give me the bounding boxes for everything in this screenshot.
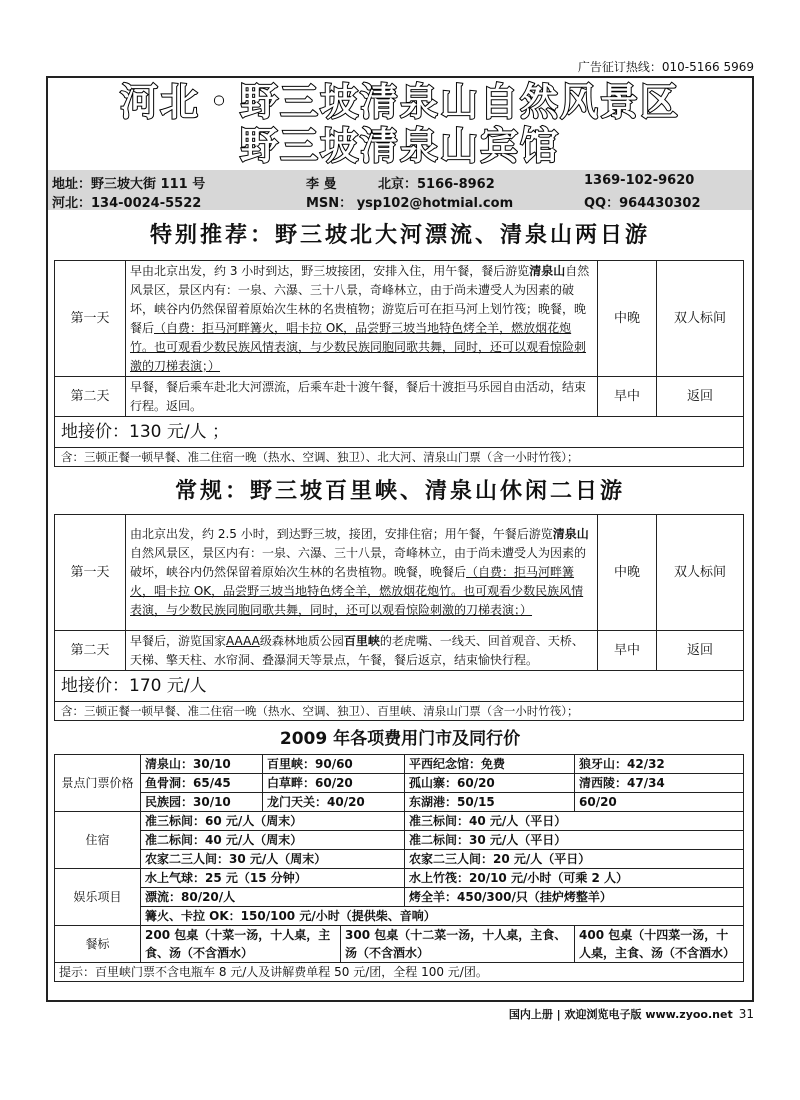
meal-category: 餐标	[55, 926, 141, 963]
lodging-row-3	[55, 850, 744, 869]
ticket-cell: 清泉山：30/10	[141, 755, 263, 774]
tour1-day2-room: 返回	[657, 377, 744, 417]
lodging-category: 住宿	[55, 812, 141, 869]
ticket-cell: 民族园：30/10	[141, 793, 263, 812]
hebei-phone: 河北：134-0024-5522	[52, 196, 202, 211]
tour1-day2-meals: 早中	[598, 377, 657, 417]
ad-hotline: 广告征订热线：010-5166 5969	[577, 60, 754, 74]
fun-row-2	[55, 888, 744, 907]
tour2-day2-row	[55, 631, 744, 671]
fun-row-1	[55, 869, 744, 888]
fun-category: 娱乐项目	[55, 869, 141, 926]
beijing-phone: 北京：5166-8962	[378, 177, 495, 192]
page-number: 31	[738, 1007, 754, 1021]
tour1-includes: 含：三顿正餐一顿早餐、准二住宿一晚（热水、空调、独卫）、北大河、清泉山门票（含一小时竹筏）；	[55, 447, 743, 466]
ticket-cell: 狼牙山：42/32	[575, 755, 744, 774]
resort-title: 河北・野三坡清泉山自然风景区	[119, 80, 680, 124]
tickets-row-1	[55, 755, 744, 774]
lodging-row-1	[55, 812, 744, 831]
tour1-day1-row	[55, 261, 744, 377]
tour2-day2-label: 第二天	[55, 631, 126, 671]
tour2-day2-desc: 早餐后，游览国家AAAA级森林地质公园百里峡的老虎嘴、一线天、回首观音、天桥、天梯、擎天柱、水帘洞、叠瀑洞天等景点，午餐，餐后返京，结束愉快行程。	[126, 631, 598, 671]
fun-cell: 水上竹筏：20/10 元/小时（可乘 2 人）	[405, 869, 744, 888]
fun-row-3	[55, 907, 744, 926]
address: 地址：野三坡大街 111 号	[52, 177, 206, 192]
tour1-day1-meals: 中晚	[598, 261, 657, 377]
fun-cell: 漂流：80/20/人	[141, 888, 405, 907]
tour2-includes: 含：三顿正餐一顿早餐、准二住宿一晚（热水、空调、独卫）、百里峡、清泉山门票（含一小时竹筏）；	[55, 701, 743, 720]
ticket-cell: 百里峡：90/60	[263, 755, 405, 774]
msn-contact: MSN： ysp102@hotmial.com	[306, 196, 514, 211]
tour1-day1-desc: 早由北京出发，约 3 小时到达，野三坡接团，安排入住，用午餐，餐后游览清泉山自然风景区，景区内有：一泉、六瀑、三十八景，奇峰林立，由于尚未遭受人为因素的破坏，峡谷内仍然保留着原始次生林的名贵植物；游览后可在拒马河上划竹筏；晚餐，晚餐后（自费：拒马河畔篝火，唱卡拉 OK，品尝野三坡当地特色烤全羊，燃放烟花炮竹。也可观看少数民族风情表演，与少数民族同胞同歌共舞，同时，还可以观看惊险刺激的刀梯表演；）	[126, 261, 598, 377]
tip-row	[55, 963, 744, 982]
ticket-cell: 平西纪念馆：免费	[405, 755, 575, 774]
meal-cell: 200 包桌（十菜一汤，十人桌，主食、汤（不含酒水）	[141, 926, 341, 963]
lodging-cell: 准二标间：30 元/人（平日）	[405, 831, 744, 850]
tour2-title: 常规：野三坡百里峡、清泉山休闲二日游	[174, 478, 625, 504]
tickets-category: 景点门票价格	[55, 755, 141, 812]
page-footer	[509, 1006, 754, 1022]
ticket-cell: 孤山寨：60/20	[405, 774, 575, 793]
contact-info-bar	[48, 170, 752, 210]
ticket-cell: 鱼骨洞：65/45	[141, 774, 263, 793]
fun-cell: 水上气球：25 元（15 分钟）	[141, 869, 405, 888]
lodging-cell: 农家二三人间：20 元/人（平日）	[405, 850, 744, 869]
fees-table	[54, 754, 744, 982]
ticket-cell: 清西陵：47/34	[575, 774, 744, 793]
tour1-price-box	[54, 417, 744, 467]
ticket-cell: 龙门天关：40/20	[263, 793, 405, 812]
tour2-day1-meals: 中晚	[598, 515, 657, 631]
tour2-day1-row	[55, 515, 744, 631]
advertisement-frame	[46, 76, 754, 1002]
lodging-cell: 准三标间：40 元/人（平日）	[405, 812, 744, 831]
mobile-phone: 1369-102-9620	[584, 173, 695, 188]
lodging-cell: 准三标间：60 元/人（周末）	[141, 812, 405, 831]
tour1-day2-desc: 早餐，餐后乘车赴北大河漂流，后乘车赴十渡午餐，餐后十渡拒马乐园自由活动，结束行程。返回。	[126, 377, 598, 417]
fees-title: 2009 年各项费用门市及同行价	[279, 729, 521, 749]
tour2-price-box	[54, 671, 744, 721]
ticket-cell: 60/20	[575, 793, 744, 812]
hotel-title: 野三坡清泉山宾馆	[239, 124, 560, 168]
tour1-price: 地接价：130 元/人 ；	[61, 422, 229, 442]
tour1-title: 特别推荐：野三坡北大河漂流、清泉山两日游	[149, 222, 650, 248]
meal-cell: 300 包桌（十二菜一汤，十人桌，主食、汤（不含酒水）	[341, 926, 575, 963]
ticket-cell: 白草畔：60/20	[263, 774, 405, 793]
footer-text: 国内上册 | 欢迎浏览电子版 www.zyoo.net	[508, 1008, 733, 1021]
ticket-cell: 东湖港：50/15	[405, 793, 575, 812]
lodging-cell: 农家二三人间：30 元/人（周末）	[141, 850, 405, 869]
tour1-day2-label: 第二天	[55, 377, 126, 417]
tour1-day1-label: 第一天	[55, 261, 126, 377]
tour2-itinerary	[54, 514, 744, 671]
tour1-day2-row	[55, 377, 744, 417]
lodging-row-2	[55, 831, 744, 850]
meal-row	[55, 926, 744, 963]
tour1-day1-room: 双人标间	[657, 261, 744, 377]
tour2-day2-room: 返回	[657, 631, 744, 671]
meal-cell: 400 包桌（十四菜一汤，十人桌，主食、汤（不含酒水）	[575, 926, 744, 963]
qq-contact: QQ：964430302	[584, 196, 701, 211]
tour2-day1-label: 第一天	[55, 515, 126, 631]
tour2-price: 地接价：170 元/人	[61, 676, 207, 696]
tickets-row-2	[55, 774, 744, 793]
tour2-day2-meals: 早中	[598, 631, 657, 671]
tickets-row-3	[55, 793, 744, 812]
lodging-cell: 准二标间：40 元/人（周末）	[141, 831, 405, 850]
tour1-itinerary	[54, 260, 744, 417]
fees-tip: 提示：百里峡门票不含电瓶车 8 元/人及讲解费单程 50 元/团，全程 100 元/团。	[55, 963, 744, 982]
fun-cell: 烤全羊：450/300/只（挂炉烤整羊）	[405, 888, 744, 907]
tour2-day1-room: 双人标间	[657, 515, 744, 631]
contact-name: 李 曼	[306, 177, 337, 192]
tour2-day1-desc: 由北京出发，约 2.5 小时，到达野三坡，接团，安排住宿；用午餐，午餐后游览清泉山自然风景区，景区内有：一泉、六瀑、三十八景，奇峰林立，由于尚未遭受人为因素的破坏，峡谷内仍然保留着原始次生林的名贵植物。晚餐，晚餐后（自费：拒马河畔篝火，唱卡拉 OK，品尝野三坡当地特色烤全羊，燃放烟花炮竹。也可观看少数民族风情表演，与少数民族同胞同歌共舞，同时，还可以观看惊险刺激的刀梯表演；）	[126, 515, 598, 631]
fun-cell: 篝火、卡拉 OK：150/100 元/小时（提供柴、音响）	[141, 907, 744, 926]
